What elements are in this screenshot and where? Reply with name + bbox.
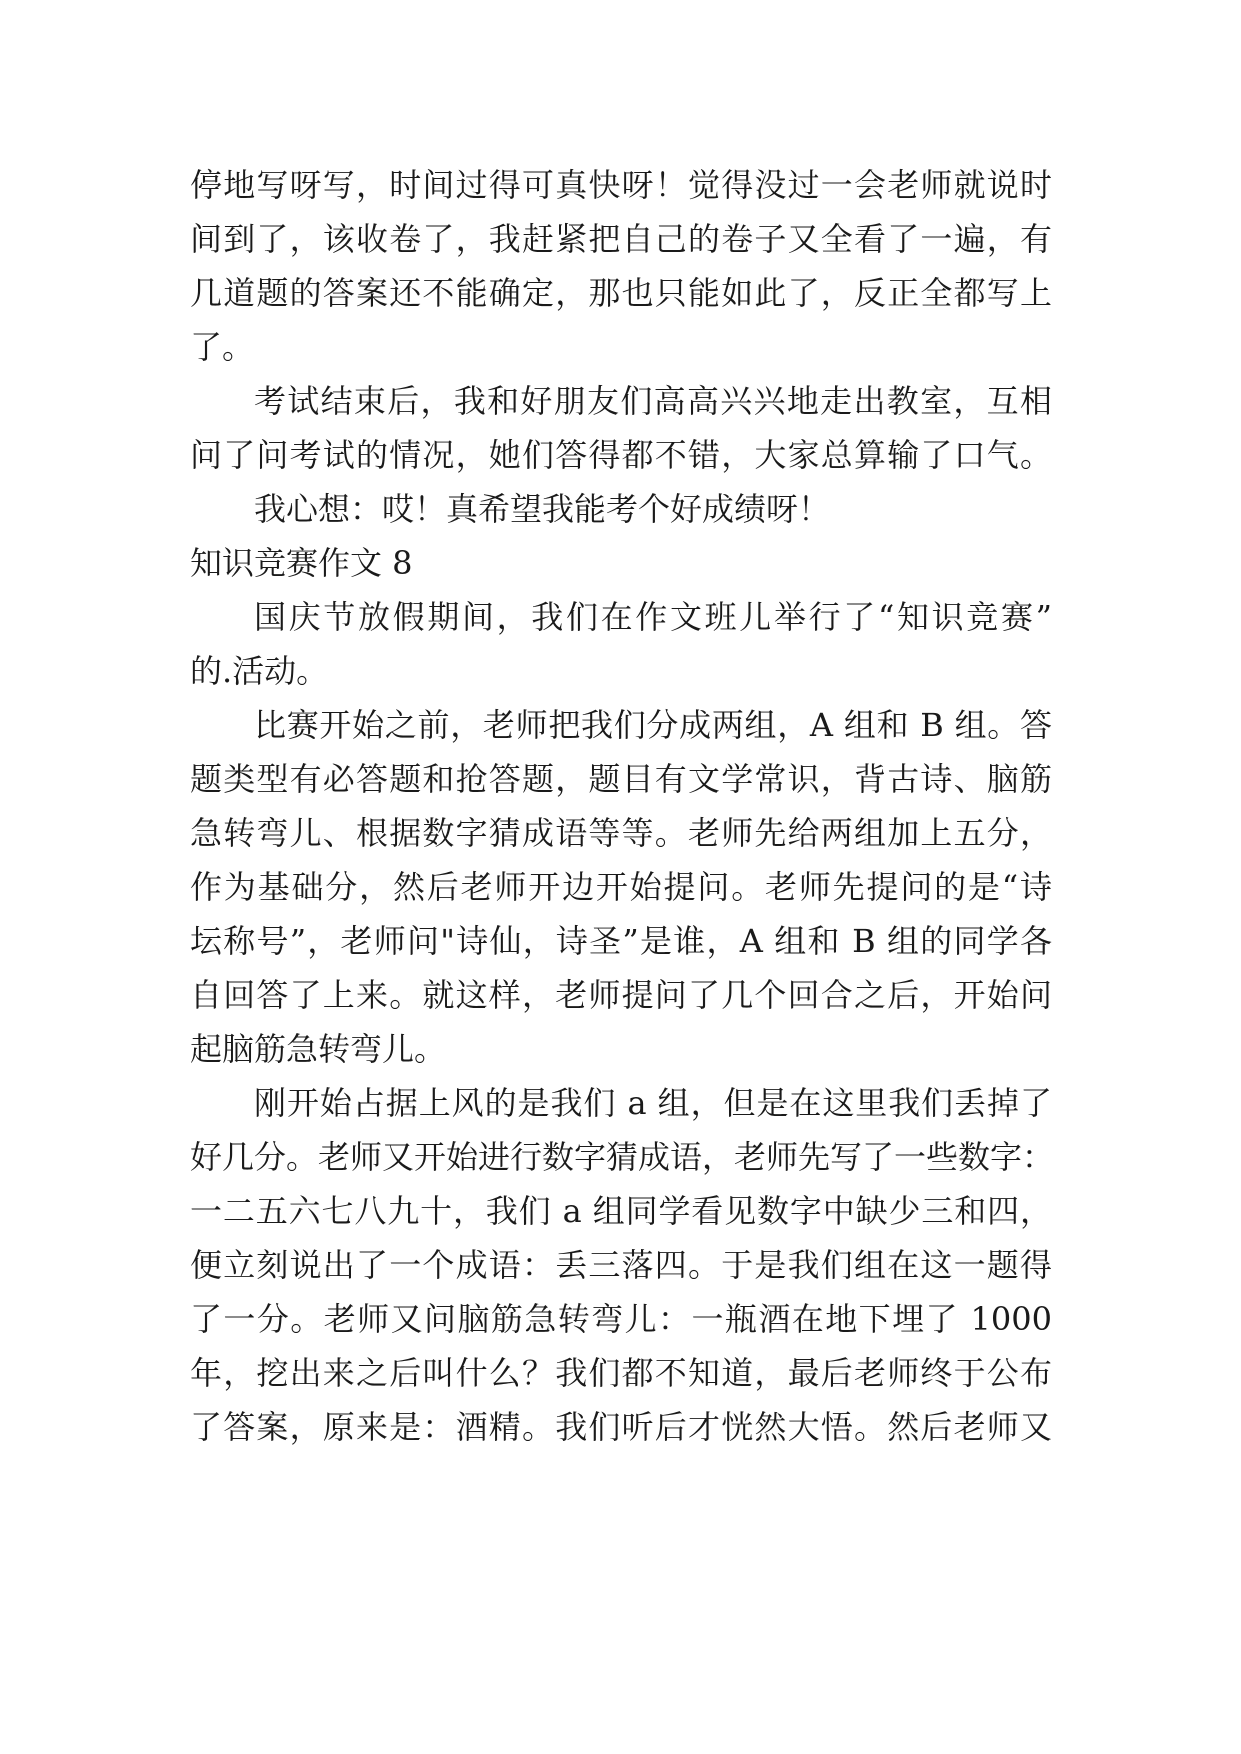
text-line: 的.活动。 [190, 652, 329, 690]
text-line: 急转弯儿、根据数字猜成语等等。老师先给两组加上五分， [190, 814, 1052, 852]
text-line: 间到了，该收卷了，我赶紧把自己的卷子又全看了一遍，有 [190, 220, 1052, 258]
text-line: 了答案，原来是：酒精。我们听后才恍然大悟。然后老师又 [190, 1408, 1052, 1446]
document-body [190, 158, 1055, 1454]
text-line: 自回答了上来。就这样，老师提问了几个回合之后，开始问 [190, 976, 1052, 1014]
text-line: 国庆节放假期间，我们在作文班儿举行了“知识竞赛” [254, 598, 1052, 636]
text-line: 作为基础分，然后老师开边开始提问。老师先提问的是“诗 [190, 868, 1052, 906]
text-line: 起脑筋急转弯儿。 [190, 1030, 447, 1068]
text-line: 我心想：哎！真希望我能考个好成绩呀！ [254, 490, 831, 528]
text-line: 好几分。老师又开始进行数字猜成语，老师先写了一些数字： [190, 1138, 1055, 1176]
text-line: 比赛开始之前，老师把我们分成两组，A 组和 B 组。答 [254, 706, 1052, 744]
text-line: 题类型有必答题和抢答题，题目有文学常识，背古诗、脑筋 [190, 760, 1052, 798]
section-heading: 知识竞赛作文 8 [190, 544, 413, 582]
text-line: 刚开始占据上风的是我们 a 组，但是在这里我们丢掉了 [254, 1084, 1052, 1122]
text-line: 了。 [190, 328, 255, 366]
text-line: 年，挖出来之后叫什么？我们都不知道，最后老师终于公布 [190, 1354, 1052, 1392]
text-line: 了一分。老师又问脑筋急转弯儿：一瓶酒在地下埋了 1000 [190, 1300, 1052, 1338]
text-line: 问了问考试的情况，她们答得都不错，大家总算输了口气。 [190, 436, 1052, 474]
text-line: 考试结束后，我和好朋友们高高兴兴地走出教室，互相 [254, 382, 1052, 420]
text-line: 停地写呀写，时间过得可真快呀！觉得没过一会老师就说时 [190, 166, 1052, 204]
text-line: 便立刻说出了一个成语：丢三落四。于是我们组在这一题得 [190, 1246, 1052, 1284]
text-line: 一二五六七八九十，我们 a 组同学看见数字中缺少三和四， [190, 1192, 1052, 1230]
text-line: 坛称号”，老师问"诗仙，诗圣”是谁，A 组和 B 组的同学各 [190, 922, 1052, 960]
text-line: 几道题的答案还不能确定，那也只能如此了，反正全都写上 [190, 274, 1052, 312]
